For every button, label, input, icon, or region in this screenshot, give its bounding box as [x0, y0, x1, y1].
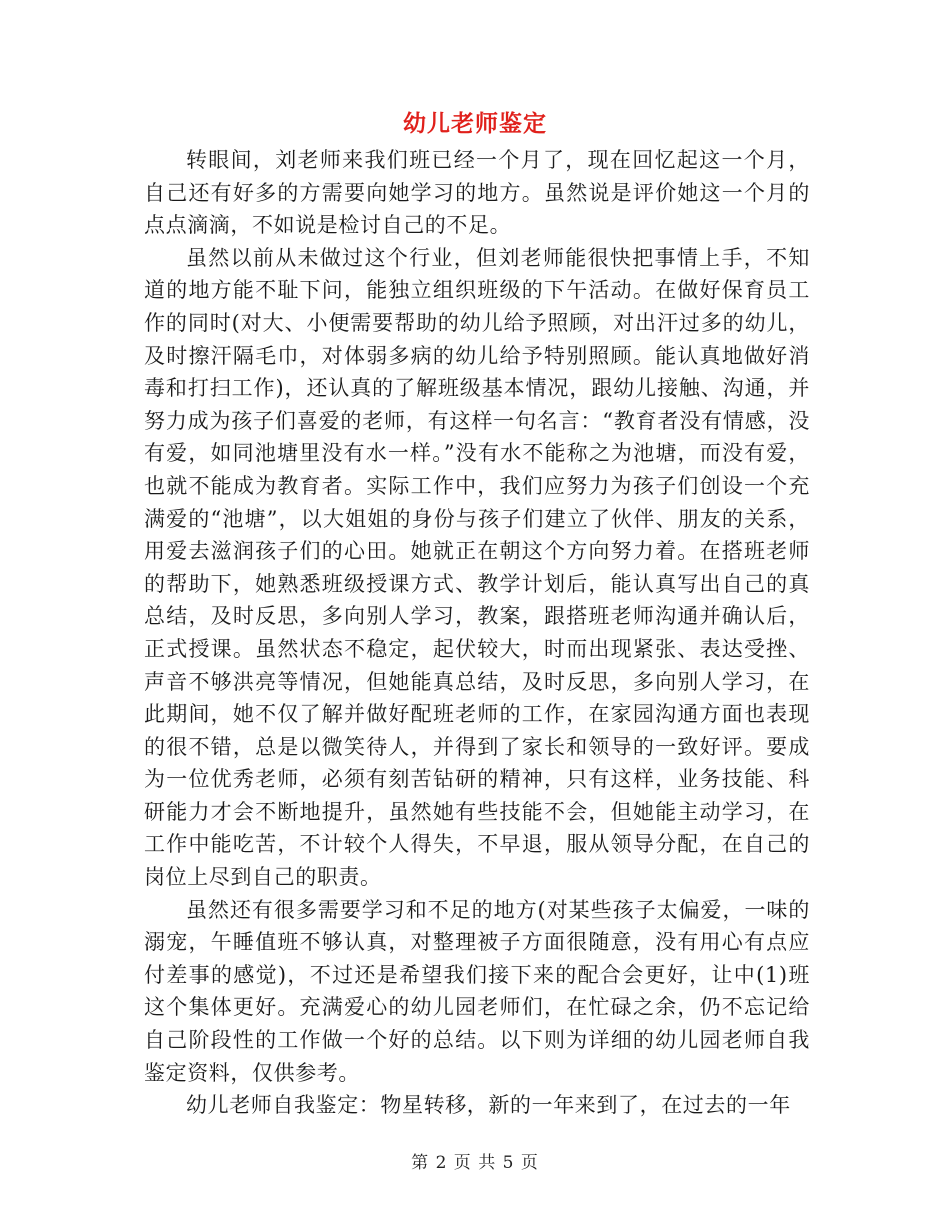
document-title: 幼儿老师鉴定 [403, 110, 547, 137]
paragraph-4: 幼儿老师自我鉴定：物星转移，新的一年来到了，在过去的一年 [186, 1093, 791, 1118]
paragraph-3: 虽然还有很多需要学习和不足的地方(对某些孩子太偏爱，一味的溺宠，午睡值班不够认真，对整理被子方面很随意，没有用心有点应付差事的感觉)，不过还是希望我们接下来的配合会更好，让中(1)班这个集体更好。充满爱心的幼儿园老师们，在忙碌之余，仍不忘记给自己阶段性的工作做一个好的总结。以下则为详细的幼儿园老师自我鉴定资料，仅供参考。 [144, 897, 810, 1085]
paragraph-2: 虽然以前从未做过这个行业，但刘老师能很快把事情上手，不知道的地方能不耻下问，能独立组织班级的下午活动。在做好保育员工作的同时(对大、小便需要帮助的幼儿给予照顾，对出汗过多的幼儿，及时擦汗隔毛巾，对体弱多病的幼儿给予特别照顾。能认真地做好消毒和打扫工作)，还认真的了解班级基本情况，跟幼儿接触、沟通，并努力成为孩子们喜爱的老师，有这样一句名言：“教育者没有情感，没有爱，如同池塘里没有水一样。”没有水不能称之为池塘，而没有爱，也就不能成为教育者。实际工作中，我们应努力为孩子们创设一个充满爱的“池塘”，以大姐姐的身份与孩子们建立了伙伴、朋友的关系，用爱去滋润孩子们的心田。她就正在朝这个方向努力着。在搭班老师的帮助下，她熟悉班级授课方式、教学计划后，能认真写出自己的真总结，及时反思，多向别人学习，教案，跟搭班老师沟通并确认后，正式授课。虽然状态不稳定，起伏较大，时而出现紧张、表达受挫、声音不够洪亮等情况，但她能真总结，及时反思，多向别人学习，在此期间，她不仅了解并做好配班老师的工作，在家园沟通方面也表现的很不错，总是以微笑待人，并得到了家长和领导的一致好评。要成为一位优秀老师，必须有刻苦钻研的精神，只有这样，业务技能、科研能力才会不断地提升，虽然她有些技能不会，但她能主动学习，在工作中能吃苦，不计较个人得失，不早退，服从领导分配，在自己的岗位上尽到自己的职责。 [144, 245, 810, 890]
page-footer: 第 2 页 共 5 页 [411, 1153, 539, 1173]
paragraph-1: 转眼间，刘老师来我们班已经一个月了，现在回忆起这一个月，自己还有好多的方需要向她学习的地方。虽然说是评价她这一个月的点点滴滴，不如说是检讨自己的不足。 [144, 148, 810, 238]
document-body [144, 144, 810, 1122]
